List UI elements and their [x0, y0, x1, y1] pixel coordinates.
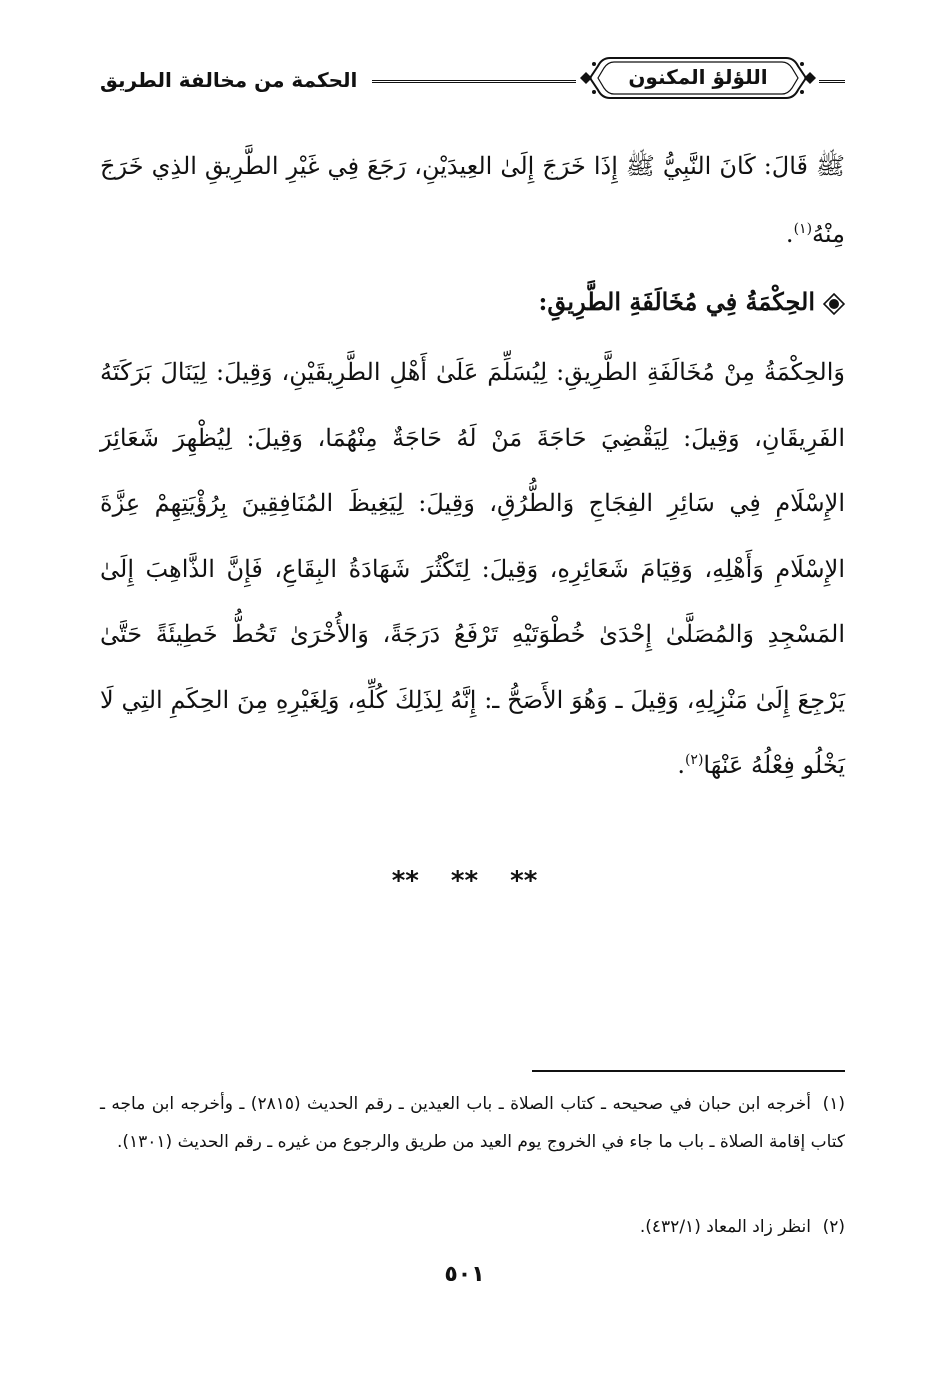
- footnote-ref-2[interactable]: (٢): [684, 752, 704, 768]
- footnote-number: (٢): [822, 1217, 845, 1237]
- sentence-end: .: [785, 220, 794, 248]
- header-rule-left: [372, 80, 576, 83]
- footnote-ref-1[interactable]: (١): [793, 221, 813, 237]
- running-header: [100, 52, 845, 108]
- book-title: اللؤلؤ المكنون: [628, 65, 768, 89]
- footnote-rule: [532, 1070, 845, 1072]
- hadith-paragraph: [100, 132, 845, 268]
- header-rule-right: [819, 80, 845, 83]
- wisdom-paragraph: [100, 340, 845, 799]
- footnote-2: [100, 1210, 845, 1244]
- footnote-number: (١): [822, 1094, 845, 1114]
- sentence-end: .: [677, 751, 685, 779]
- footnote-text: أخرجه ابن حبان في صحيحه ـ كتاب الصلاة ـ باب العيدين ـ رقم الحديث (٢٨١٥) ـ وأخرجه ابن ماجه ـ كتاب إقامة الصلاة ـ باب ما جاء في الخروج يوم العيد من طريق والرجوع من غيره ـ رقم الحديث (١٣٠١).: [100, 1094, 845, 1152]
- separator-stars: **: [510, 866, 538, 896]
- separator-stars: **: [450, 866, 479, 896]
- wisdom-text: وَالحِكْمَةُ مِنْ مُخَالَفَةِ الطَّرِيقِ: لِيُسَلِّمَ عَلَىٰ أَهْلِ الطَّرِيقَيْنِ، وَقِيلَ: لِيَنَالَ بَرَكَتَهُ الفَرِيقَانِ، وَقِيلَ: لِيَقْضِيَ حَاجَةَ مَنْ لَهُ حَاجَةٌ مِنْهُمَا، وَقِيلَ: لِيُظْهِرَ شَعَائِرَ الإِسْلَامِ فِي سَائِرِ الفِجَاجِ وَالطُّرُقِ، وَقِيلَ: لِيَغِيظَ المُنَافِقِينَ بِرُؤْيَتِهِمْ عِزَّةَ الإِسْلَامِ وَأَهْلِهِ، وَقِيَامَ شَعَائِرِهِ، وَقِيلَ: لِتَكْثُرَ شَهَادَةُ البِقَاعِ، فَإِنَّ الذَّاهِبَ إِلَىٰ المَسْجِدِ وَالمُصَلَّىٰ إِحْدَىٰ خُطْوَتَيْهِ تَرْفَعُ دَرَجَةً، وَالأُخْرَىٰ تَحُطُّ خَطِيئَةً حَتَّىٰ يَرْجِعَ إِلَىٰ مَنْزِلِهِ، وَقِيلَ ـ وَهُوَ الأَصَحُّ ـ: إِنَّهُ لِذَلِكَ كُلِّهِ، وَلِغَيْرِهِ مِنَ الحِكَمِ التِي لَا يَخْلُو فِعْلُهُ عَنْهَا: [100, 358, 845, 779]
- book-title-cartouche: [580, 52, 816, 104]
- heading-text: الحِكْمَةُ فِي مُخَالَفَةِ الطَّرِيقِ:: [538, 287, 815, 316]
- section-title: الحكمة من مخالفة الطريق: [100, 68, 358, 92]
- section-separator: [0, 866, 929, 896]
- footnote-1: [100, 1085, 845, 1161]
- ornament-bullet-icon: [823, 293, 845, 315]
- footnote-text: انظر زاد المعاد (٤٣٢/١).: [639, 1217, 811, 1237]
- separator-stars: **: [391, 866, 419, 896]
- page-number: ٥٠١: [444, 1262, 485, 1287]
- hadith-text: ﷺ قَالَ: كَانَ النَّبِيُّ ﷺ إِذَا خَرَجَ إِلَىٰ العِيدَيْنِ، رَجَعَ فِي غَيْرِ الطَّرِيقِ الذِي خَرَجَ مِنْهُ: [100, 152, 845, 248]
- subsection-heading: [100, 284, 845, 320]
